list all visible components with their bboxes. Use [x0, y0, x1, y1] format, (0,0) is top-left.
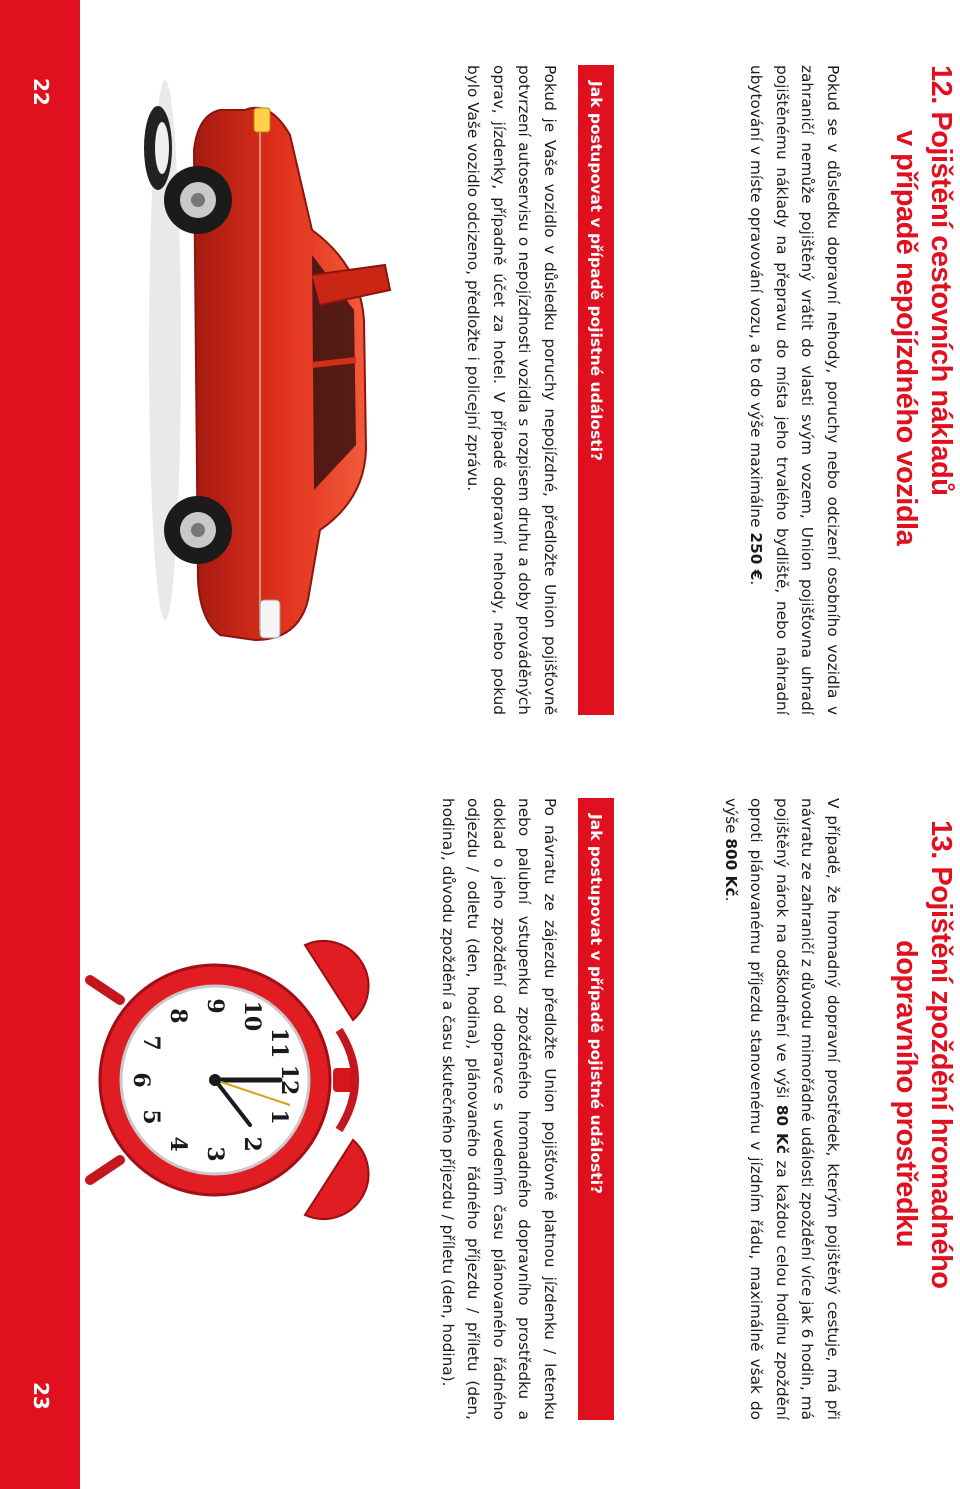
section-13-intro: [717, 798, 845, 1420]
section-12-intro-text: Pokud se v důsledku dopravní nehody, poruchy nebo odcizení osobního vozidla v zahraničí nemůže pojištěný vrátit do vlasti svým vozem, Union pojišťovna uhradí pojištěnému náklady na přepravu do místa jeho trvalého bydliště, nebo náhradní ubytování v míste opravování vozu, a to do výše maximálne: [747, 65, 842, 715]
section-13-intro-text-1: V případě, že hromadný dopravní prostředek, kterým pojištěný cestuje, má při návratu ze zahraničí z důvodu mimořádné události zpoždění více jak 6 hodin, má pojištěný nárok na odškodnění ve výši: [772, 798, 842, 1420]
section-12-title: [888, 65, 958, 745]
clock-numeral-11: 11: [266, 1027, 293, 1059]
clock-numeral-12: 12: [276, 1064, 302, 1096]
clock-numeral-5: 5: [137, 1109, 164, 1125]
page-number-right: 23: [29, 1382, 53, 1410]
section-12-title-line2: v případě nepojízdného vozidla: [890, 130, 922, 546]
section-12-title-line1: 12. Pojištění cestovních nákladů: [925, 65, 957, 496]
bottom-red-bar: [0, 0, 80, 1489]
page-number-left: 22: [29, 78, 53, 106]
section-13-title-line1: 13. Pojištění zpoždění hromadného: [925, 820, 957, 1289]
section-13-amount-max: 800 Kč: [721, 838, 740, 897]
section-13-procedure-text: Po návratu ze zájezdu předložte Union pojišťovně platnou jízdenku / letenku nebo palubní vstupenku zpožděného hromadného dopravního prostředku a doklad o jeho zpoždění od dopravce s uvedením času plánovaného řádného odjezdu / odletu (den, hodina), plánovaného řádného příjezdu / příletu (den, hodina), důvodu zpoždění a času skutečného příjezdu / příletu (den, hodina).: [438, 798, 559, 1420]
clock-numeral-10: 10: [239, 1000, 265, 1032]
section-12-procedure-text: Pokud je Vaše vozidlo v důsledku poruchy nepojízdné, předložte Union pojišťovně potvrzení autoservisu o nepojízdnosti vozidla s rozpisem druhu a doby prováděných oprav, jízdenky, případně účet za hotel. V případě dopravní nehody, nebo pokud bylo Vaše vozidlo odcizeno, předložte i policejní zprávu.: [464, 65, 559, 715]
section-13-procedure-heading: Jak postupovat v případě pojistné události?: [578, 798, 614, 1420]
section-13-amount-hourly: 80 Kč: [772, 1104, 791, 1154]
clock-numeral-6: 6: [128, 1072, 154, 1088]
clock-numeral-3: 3: [202, 1146, 228, 1162]
alarm-clock-illustration: [85, 920, 375, 1240]
clock-numeral-8: 8: [165, 1008, 191, 1024]
red-car-illustration: [140, 60, 420, 660]
section-13-title-line2: dopravního prostředku: [890, 940, 922, 1247]
clock-numeral-4: 4: [165, 1136, 191, 1152]
section-12-intro: [743, 65, 845, 715]
section-12-intro-end: .: [747, 580, 766, 586]
clock-numeral-9: 9: [202, 998, 228, 1014]
section-13-intro-text-2: za každou celou hodinu zpoždění oproti plánovanému příjezdu stanovenému v jízdním řádu, maximálně však do výše: [721, 798, 791, 1420]
clock-numeral-1: 1: [266, 1109, 293, 1125]
clock-numeral-2: 2: [239, 1136, 265, 1152]
section-12-procedure-heading: Jak postupovat v případě pojistné události?: [578, 65, 614, 715]
section-13-intro-end: .: [721, 896, 740, 902]
clock-numeral-7: 7: [137, 1035, 164, 1051]
section-13-title: [888, 820, 958, 1460]
section-12-amount: 250 €: [747, 532, 766, 581]
